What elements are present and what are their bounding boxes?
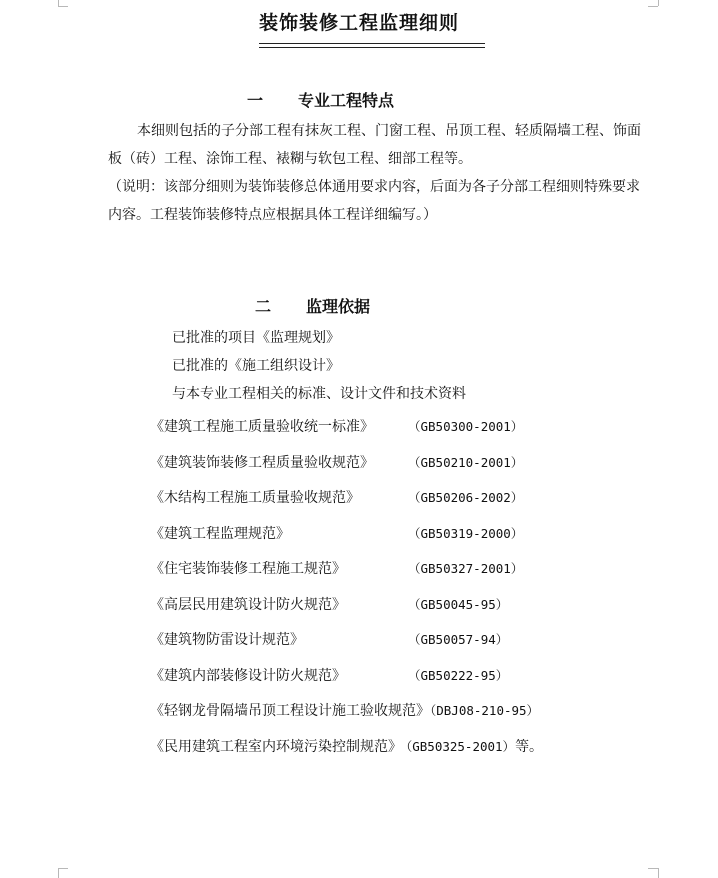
standard-name: 《住宅装饰装修工程施工规范》	[150, 561, 346, 577]
section1-paragraph-line2: 板（砖）工程、涂饰工程、裱糊与软包工程、细部工程等。	[108, 151, 472, 167]
standard-code: （GB50325-2001）	[406, 739, 516, 754]
standard-light-steel	[150, 700, 539, 720]
standard-code: （GB50319-2000）	[408, 526, 524, 541]
standard-code: （GB50327-2001）	[408, 561, 524, 576]
standard-name: 《建筑工程施工质量验收统一标准》	[150, 419, 374, 435]
section2-number: 二	[255, 297, 272, 316]
standard-name: 《建筑内部装修设计防火规范》	[150, 668, 346, 684]
standard-code: （GB50206-2002）	[408, 490, 524, 505]
corner-mark-top-right	[658, 0, 659, 6]
standard-name: 《民用建筑工程室内环境污染控制规范》	[150, 739, 402, 755]
page-title: 装饰装修工程监理细则	[258, 12, 459, 34]
section1-paragraph-line1: 本细则包括的子分部工程有抹灰工程、门窗工程、吊顶工程、轻质隔墙工程、饰面	[137, 123, 641, 139]
title-underline-bottom	[259, 47, 485, 48]
standard-code: （DBJ08-210-95）	[430, 703, 540, 718]
standard-name: 《高层民用建筑设计防火规范》	[150, 597, 346, 613]
standard-name: 《建筑物防雷设计规范》	[150, 632, 304, 648]
section1-note-line2: 内容。工程装饰装修特点应根据具体工程详细编写。）	[108, 207, 437, 223]
corner-mark-top-right-h	[648, 6, 658, 7]
standard-code: （GB50045-95）	[408, 597, 509, 612]
basis-item: 已批准的项目《监理规划》	[172, 330, 340, 346]
corner-mark-bottom-right-h	[648, 868, 658, 869]
corner-mark-bottom-left	[58, 868, 59, 878]
standard-last	[150, 736, 543, 756]
section1-note-line1: （说明：该部分细则为装饰装修总体通用要求内容，后面为各子分部工程细则特殊要求	[108, 179, 640, 195]
standard-code: （GB50210-2001）	[408, 455, 524, 470]
standard-suffix: 等。	[515, 739, 544, 755]
title-underline-top	[259, 43, 485, 44]
standard-name: 《建筑装饰装修工程质量验收规范》	[150, 455, 374, 471]
corner-mark-bottom-left-h	[58, 868, 68, 869]
section1-heading: 专业工程特点	[298, 91, 395, 110]
basis-item: 与本专业工程相关的标准、设计文件和技术资料	[172, 386, 466, 402]
standard-name: 《木结构工程施工质量验收规范》	[150, 490, 360, 506]
corner-mark-bottom-right	[658, 868, 659, 878]
section1-number: 一	[247, 91, 264, 110]
corner-mark-top-left-h	[58, 6, 68, 7]
standard-code: （GB50300-2001）	[408, 419, 524, 434]
standard-code: （GB50222-95）	[408, 668, 509, 683]
standard-name: 《建筑工程监理规范》	[150, 526, 290, 542]
standard-code: （GB50057-94）	[408, 632, 509, 647]
section2-heading: 监理依据	[306, 297, 371, 316]
standard-name: 《轻钢龙骨隔墙吊顶工程设计施工验收规范》	[150, 703, 430, 719]
basis-item: 已批准的《施工组织设计》	[172, 358, 340, 374]
